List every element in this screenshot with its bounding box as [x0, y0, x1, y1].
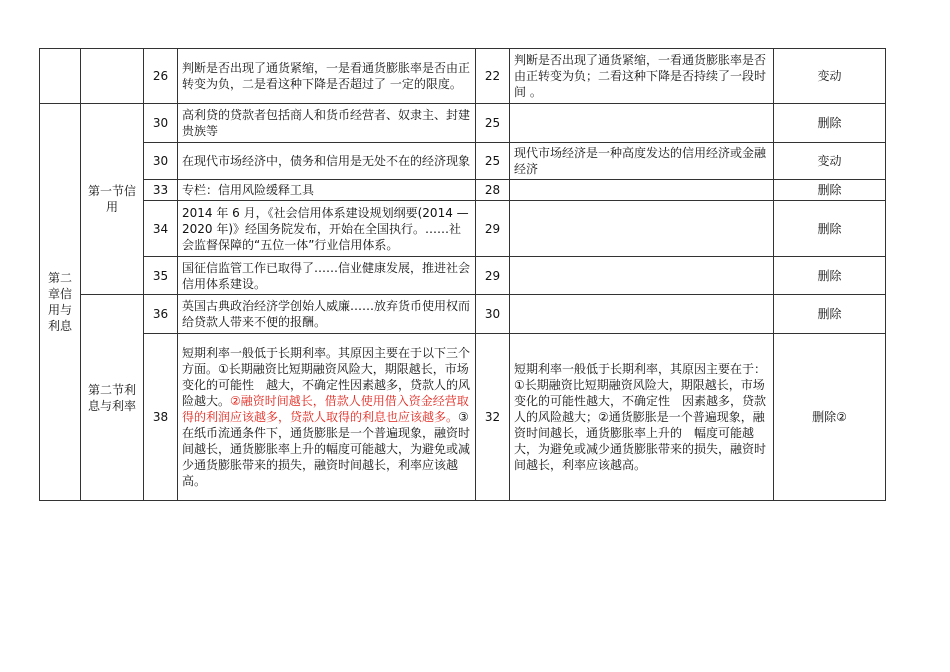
- table-row: [40, 49, 886, 104]
- new-text: 现代市场经济是一种高度发达的信用经济或金融经济: [510, 143, 774, 180]
- revision-table: [39, 48, 886, 501]
- table-row: [40, 257, 886, 295]
- section-cell-empty: [81, 49, 144, 104]
- old-text: 在现代市场经济中，债务和信用是无处不在的经济现象: [178, 143, 476, 180]
- new-text: [510, 180, 774, 201]
- new-text: 判断是否出现了通货紧缩，一看通货膨胀率是否由正转变为负；二看这种下降是否持续了一段时间 。: [510, 49, 774, 104]
- old-page-number: 36: [144, 295, 178, 334]
- change-type: 删除: [774, 257, 886, 295]
- change-type: 删除②: [774, 334, 886, 501]
- old-text-part-a: 短期利率一般低于长期利率。其原因主要在于以下三个方面。①长期融资比短期融资风险大，期限越长，市场变化的可能性 越大，不确定性因素越多，贷款人的风险越大。: [182, 346, 471, 408]
- old-text: 英国古典政治经济学创始人威廉……放弃货币使用权而给贷款人带来不便的报酬。: [178, 295, 476, 334]
- new-text: [510, 104, 774, 143]
- change-type: 删除: [774, 295, 886, 334]
- new-text: 短期利率一般低于长期利率，其原因主要在于：①长期融资比短期融资风险大，期限越长，市场变化的可能性越大，不确定性 因素越多，贷款人的风险越大；②通货膨胀是一个普遍现象，融资时间越长，通货膨胀率上升的 幅度可能越大，为避免或减少通货膨胀带来的损失，融资时间越长，利率应该越高。: [510, 334, 774, 501]
- new-text: [510, 201, 774, 257]
- old-page-number: 30: [144, 143, 178, 180]
- new-page-number: 32: [476, 334, 510, 501]
- table-row: [40, 180, 886, 201]
- new-page-number: 28: [476, 180, 510, 201]
- deleted-text-highlight: ②融资时间越长，借款人使用借入资金经营取 得的利润应该越多，贷款人取得的利息也应该越多。: [182, 394, 481, 424]
- new-text: [510, 257, 774, 295]
- chapter-cell: 第二章信用与利息: [40, 104, 81, 501]
- chapter-cell-empty: [40, 49, 81, 104]
- table-row: [40, 143, 886, 180]
- old-text: 专栏：信用风险缓释工具: [178, 180, 476, 201]
- change-type: 变动: [774, 49, 886, 104]
- old-text: [178, 334, 481, 501]
- old-text: 2014 年 6 月，《社会信用体系建设规划纲要(2014 — 2020 年)》经国务院发布，开始在全国执行。……社会监督保障的“五位一体”行业信用体系。: [178, 201, 476, 257]
- old-text: 高利贷的贷款者包括商人和货币经营者、奴隶主、封建贵族等: [178, 104, 476, 143]
- old-page-number: 34: [144, 201, 178, 257]
- section-cell-2: 第二节利息与利率: [81, 295, 144, 501]
- new-page-number: 25: [476, 143, 510, 180]
- section-cell-1: 第一节信用: [81, 104, 144, 295]
- old-page-number: 30: [144, 104, 178, 143]
- change-type: 删除: [774, 201, 886, 257]
- old-page-number: 26: [144, 49, 178, 104]
- new-page-number: 29: [476, 257, 510, 295]
- new-page-number: 22: [476, 49, 510, 104]
- table-row: [40, 201, 886, 257]
- change-type: 删除: [774, 104, 886, 143]
- table-row: [40, 295, 886, 334]
- table-row: [40, 104, 886, 143]
- table-row: [40, 334, 886, 501]
- old-text-part-b: ③在纸币流通条件下，通货膨胀是一个普遍现象，融资时间越长，通货膨胀率上升的幅度可能越大，为避免或减少通货膨胀带来的损失，融资时间越长，利率应该越高。: [182, 410, 471, 488]
- old-page-number: 35: [144, 257, 178, 295]
- old-text: 国征信监管工作已取得了……信业健康发展，推进社会信用体系建设。: [178, 257, 476, 295]
- new-page-number: 25: [476, 104, 510, 143]
- change-type: 删除: [774, 180, 886, 201]
- old-text: 判断是否出现了通货紧缩，一是看通货膨胀率是否由正转变为负，二是看这种下降是否超过了 一定的限度。: [178, 49, 476, 104]
- new-page-number: 29: [476, 201, 510, 257]
- new-page-number: 30: [476, 295, 510, 334]
- old-page-number: 33: [144, 180, 178, 201]
- change-type: 变动: [774, 143, 886, 180]
- new-text: [510, 295, 774, 334]
- old-page-number: 38: [144, 334, 178, 501]
